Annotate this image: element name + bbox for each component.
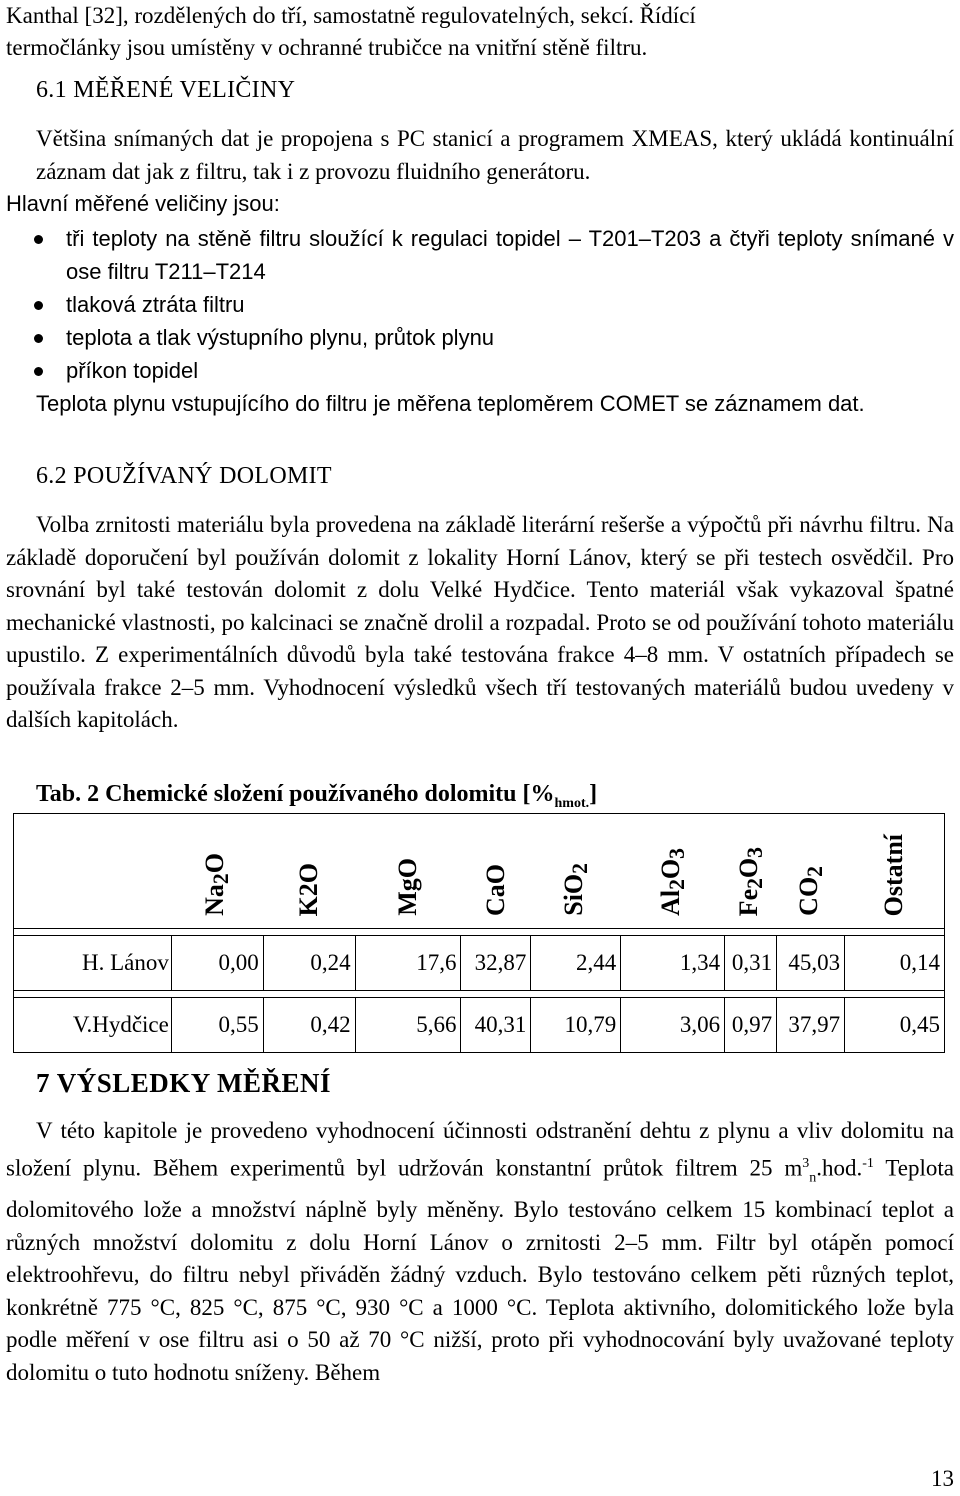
column-header: $Al_2O_3$ (621, 814, 725, 929)
table-cell: 0,14 (845, 936, 945, 991)
table-cell: 3,06 (621, 998, 725, 1053)
table-row (14, 936, 945, 991)
section-7-text-b: .hod. (816, 1155, 863, 1181)
table-cell: 1,34 (621, 936, 725, 991)
section-heading-7: 7 VÝSLEDKY MĚŘENÍ (36, 1068, 332, 1098)
section-6-2-paragraph: Volba zrnitosti materiálu byla provedena na základě literární rešerše a výpočtů při návrhu filtru. Na základě doporučení byl používán dolomit z lokality Horní Lánov, který se při testech osvědčil. Pro srovnání byl také testován dolomit z dolu Velké Hydčice. Tento materiál však vykazoval špatné mechanické vlastnosti, po kalcinaci se značně drolil a rozpadal. Proto se od používání tohoto materiálu upustilo. Z experimentálních důvodů byla také testována frakce 4–8 mm. V ostatních případech se používala frakce 2–5 mm. Vyhodnocení výsledků všech tří testovaných materiálů budou uvedeny v dalších kapitolách. (6, 512, 954, 732)
section-6-1-paragraph-text: Většina snímaných dat je propojena s PC stanicí a programem XMEAS, který ukládá kontinuální záznam dat jak z filtru, tak i z provozu fluidního generátoru. (36, 126, 954, 184)
bullet-icon (34, 367, 43, 376)
table-cell: 0,97 (725, 998, 777, 1053)
list-item-text: teplota a tlak výstupního plynu, průtok plynu (66, 325, 495, 350)
bullet-icon (34, 301, 43, 310)
table-cell: 17,6 (355, 936, 461, 991)
column-header: $CO_2$ (777, 814, 845, 929)
table-cell: 40,31 (461, 998, 531, 1053)
column-header: CaO (461, 814, 531, 929)
table-caption-text: Tab. 2 Chemické složení používaného dolomitu [% (36, 781, 555, 807)
table-cell: 0,00 (171, 936, 263, 991)
table-header-row (14, 814, 945, 929)
list-intro: Hlavní měřené veličiny jsou: (6, 191, 280, 216)
intro-line-1: Kanthal [32], rozdělených do tří, samostatně regulovatelných, sekcí. Řídící (6, 3, 696, 28)
table-cell: 37,97 (777, 998, 845, 1053)
list-item (34, 354, 954, 387)
table-cell: 5,66 (355, 998, 461, 1053)
column-header: K2O (263, 814, 355, 929)
column-header: Ostatní (845, 814, 945, 929)
table-cell: 0,55 (171, 998, 263, 1053)
section-7-paragraph (6, 1115, 954, 1389)
list-item (34, 321, 954, 354)
section-6-1-paragraph (36, 123, 954, 188)
bullet-icon (34, 235, 43, 244)
section-heading-6-2: 6.2 POUŽÍVANÝ DOLOMIT (36, 463, 332, 489)
table-cell: 0,24 (263, 936, 355, 991)
page-number: 13 (931, 1466, 954, 1491)
subscript: n (809, 1169, 817, 1185)
column-header: $Na_2O$ (171, 814, 263, 929)
row-label: H. Lánov (14, 936, 172, 991)
intro-line-2: termočlánky jsou umístěny v ochranné trubičce na vnitřní stěně filtru. (6, 35, 648, 60)
table-row (14, 998, 945, 1053)
table-caption-unit: hmot. (554, 795, 590, 811)
table-cell: 0,45 (845, 998, 945, 1053)
section-heading-6-1: 6.1 MĚŘENÉ VELIČINY (36, 77, 296, 103)
table-cell: 32,87 (461, 936, 531, 991)
list-item (34, 222, 954, 288)
after-list-paragraph: Teplota plynu vstupujícího do filtru je měřena teploměrem COMET se záznamem dat. (36, 391, 865, 416)
list-item-text: tři teploty na stěně filtru sloužící k regulaci topidel – T201–T203 a čtyři teploty snímané v ose filtru T211–T214 (66, 226, 954, 284)
table-cell: 2,44 (531, 936, 621, 991)
chemical-composition-table (13, 813, 945, 1053)
table-cell: 10,79 (531, 998, 621, 1053)
column-header: $Fe_2O_3$ (725, 814, 777, 929)
table-header-empty (14, 814, 172, 929)
section-7-text-c: Teplota dolomitového lože a množství náplně byly měněny. Bylo testováno celkem 15 kombinací teplot a různých množství dolomitu z dolu Horní Lánov o zrnitosti 2–5 mm. Filtr byl otápěn pomocí elektroohřevu, do filtru nebyl přiváděn žádný vzduch. Bylo testováno celkem pěti různých teplot, konkrétně 775 °C, 825 °C, 875 °C, 930 °C a 1000 °C. Teplota aktivního, dolomitického lože byla podle měření v ose filtru asi o 50 až 70 °C nižší, proto při vyhodnocování byly uvažované teploty dolomitu o tuto hodnotu sníženy. Během (6, 1155, 954, 1385)
superscript: 3 (802, 1155, 810, 1171)
table-caption (36, 781, 597, 812)
table-caption-end: ] (589, 781, 598, 807)
bullet-icon (34, 334, 43, 343)
column-header: MgO (355, 814, 461, 929)
table-cell: 0,42 (263, 998, 355, 1053)
section-7-text-a: V této kapitole je provedeno vyhodnocení účinnosti odstranění dehtu z plynu a vliv dolomitu na složení plynu. Během experimentů byl udržován konstantní průtok filtrem 25 m (6, 1118, 954, 1181)
column-header: SiO$_2$ (531, 814, 621, 929)
row-label: V.Hydčice (14, 998, 172, 1053)
list-item-text: příkon topidel (66, 358, 199, 383)
table-cell: 45,03 (777, 936, 845, 991)
superscript: -1 (862, 1155, 874, 1171)
table-cell: 0,31 (725, 936, 777, 991)
measured-quantities-list (34, 222, 954, 387)
list-item (34, 288, 954, 321)
list-item-text: tlaková ztráta filtru (66, 292, 245, 317)
